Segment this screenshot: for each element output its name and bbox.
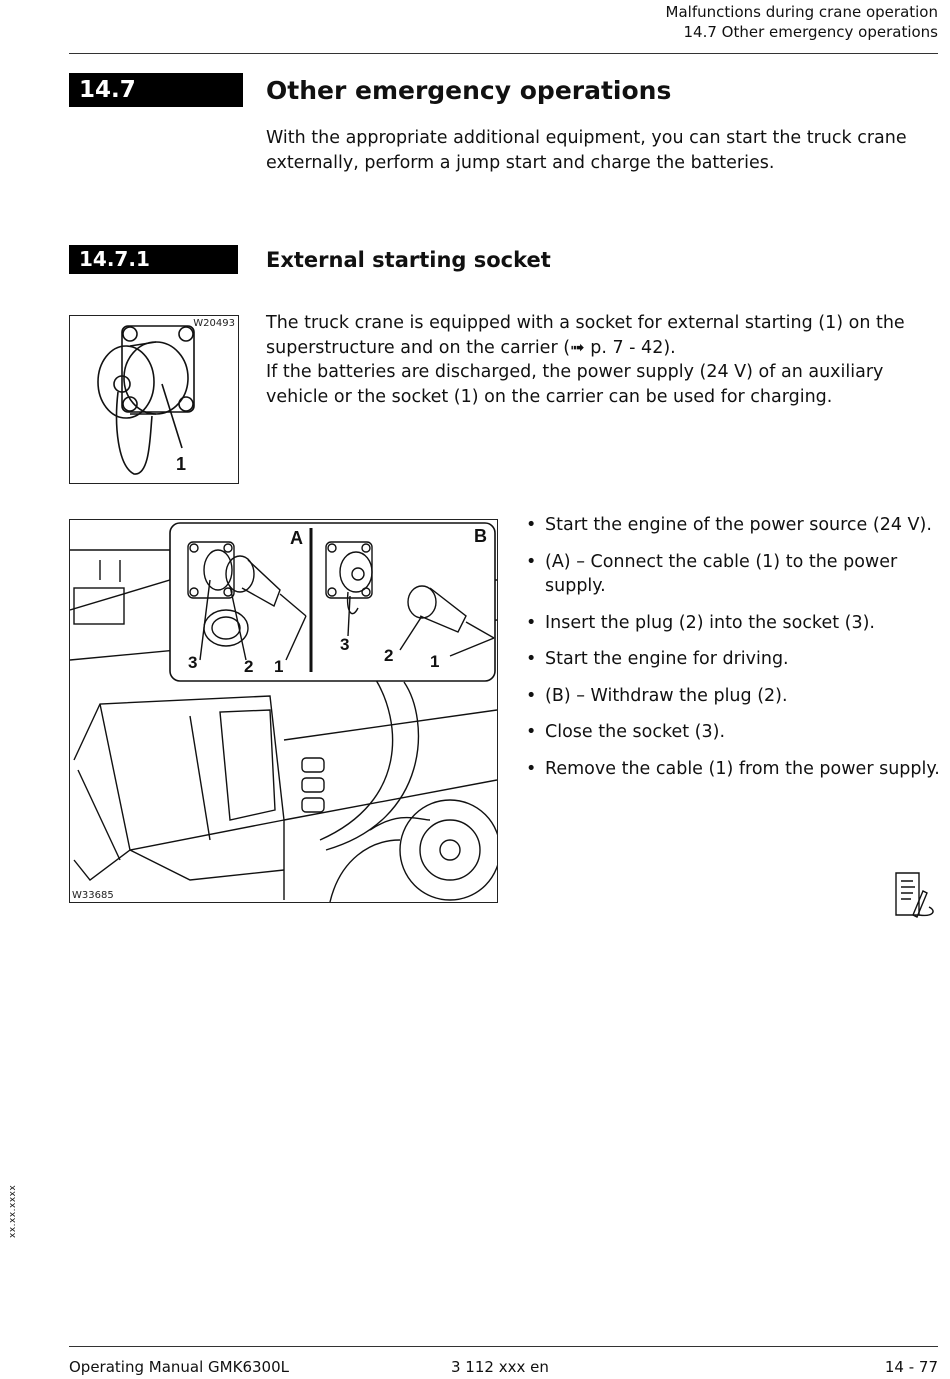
figure-code: W20493 <box>193 318 235 329</box>
running-header <box>666 2 938 42</box>
panel-a-callout-3: 3 <box>188 653 198 672</box>
subsection-body <box>266 311 938 409</box>
procedure-steps <box>526 513 944 793</box>
section-intro <box>266 126 938 175</box>
figure-code: W33685 <box>72 890 114 901</box>
footer-page-number: 14 - 77 <box>884 1358 938 1376</box>
list-item: • Close the socket (3). <box>526 720 944 745</box>
intro-text: With the appropriate additional equipment, you can start the truck crane externally, perform a jump start and charge the batteries. <box>266 128 907 173</box>
list-item: • Insert the plug (2) into the socket (3). <box>526 611 944 636</box>
socket-callout-1: 1 <box>176 454 187 474</box>
panel-a-callout-1: 1 <box>274 657 284 676</box>
body-para-2: If the batteries are discharged, the power supply (24 V) of an auxiliary vehicle or the socket (1) on the carrier can be used for charging. <box>266 362 884 407</box>
list-item: • Remove the cable (1) from the power supply. <box>526 757 944 782</box>
list-item: • (A) – Connect the cable (1) to the power supply. <box>526 550 944 599</box>
section-number: 14.7 <box>69 73 243 107</box>
list-item: • Start the engine of the power source (24 V). <box>526 513 944 538</box>
list-item: • (B) – Withdraw the plug (2). <box>526 684 944 709</box>
crane-cab-drawing <box>70 520 497 902</box>
panel-a-label: A <box>290 528 303 548</box>
panel-a-callout-2: 2 <box>244 657 254 676</box>
header-rule <box>69 53 938 54</box>
panel-b-callout-2: 2 <box>384 646 394 665</box>
notes-icon <box>893 871 939 919</box>
footer-doc-number: 3 112 xxx en <box>451 1358 549 1376</box>
footer-rule <box>69 1346 938 1347</box>
subsection-number: 14.7.1 <box>69 245 238 274</box>
header-section: 14.7 Other emergency operations <box>683 23 938 41</box>
section-title: Other emergency operations <box>266 76 672 105</box>
list-item: • Start the engine for driving. <box>526 647 944 672</box>
crane-figure <box>69 519 498 903</box>
body-para-1: The truck crane is equipped with a socket for external starting (1) on the superstructure and on the carrier (➟ p. 7 - 42). <box>266 313 905 358</box>
panel-b-callout-1: 1 <box>430 652 440 671</box>
subsection-title: External starting socket <box>266 248 551 272</box>
header-chapter: Malfunctions during crane operation <box>665 3 938 21</box>
side-code: xx.xx.xxxx <box>8 1184 18 1238</box>
panel-b-callout-3: 3 <box>340 635 350 654</box>
footer-manual: Operating Manual GMK6300L <box>69 1358 289 1376</box>
socket-figure <box>69 315 239 484</box>
panel-b-label: B <box>474 526 487 546</box>
external-socket-drawing <box>70 316 238 483</box>
